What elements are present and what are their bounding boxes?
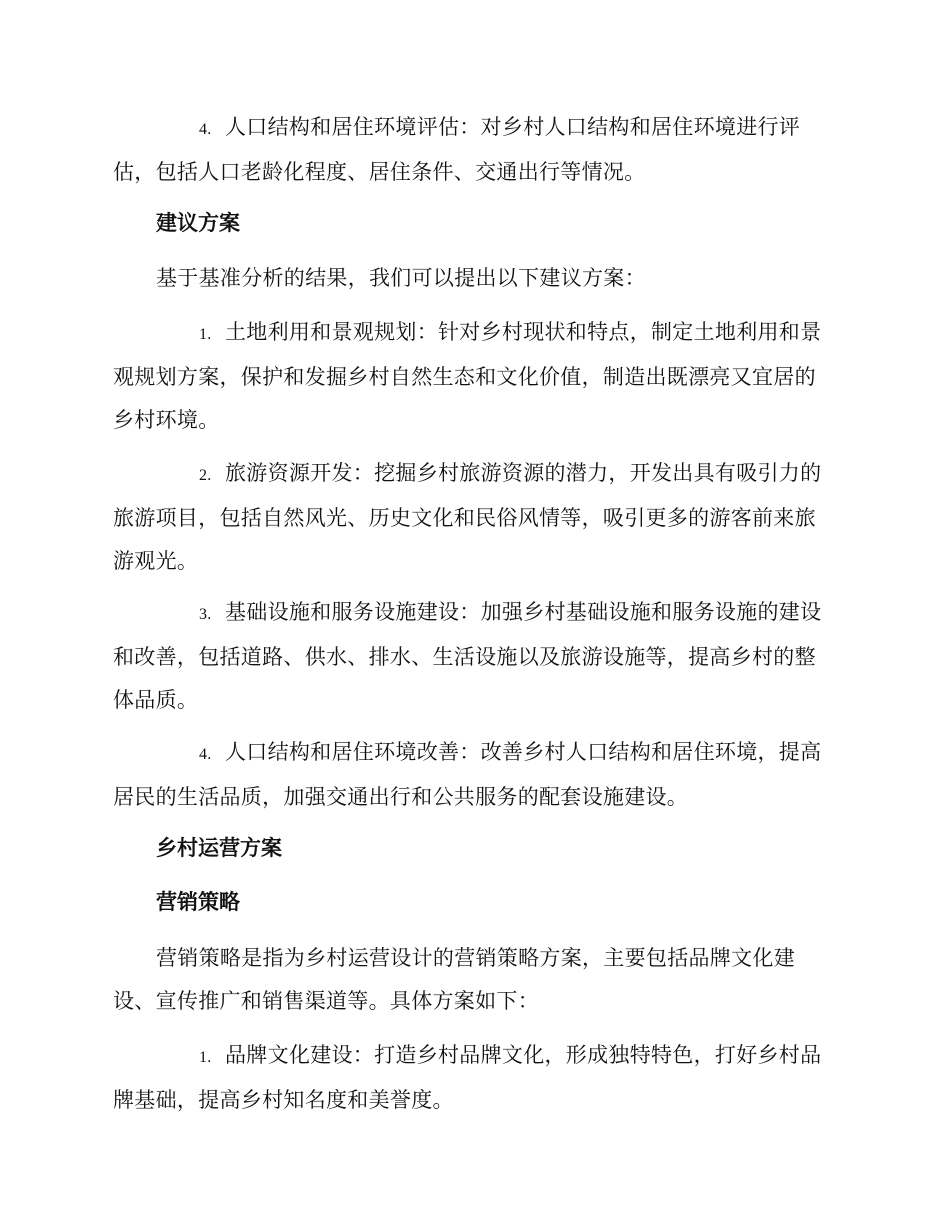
list-item — [113, 311, 833, 442]
list-text: 品牌文化建设：打造乡村品牌文化，形成独特特色，打好乡村品牌基础，提高乡村知名度和美誉度。 — [113, 1043, 822, 1112]
list-number: 2. — [199, 467, 212, 484]
list-text: 土地利用和景观规划：针对乡村现状和特点，制定土地利用和景观规划方案，保护和发掘乡村自然生态和文化价值，制造出既漂亮又宜居的乡村环境。 — [113, 320, 822, 432]
list-text: 人口结构和居住环境评估：对乡村人口结构和居住环境进行评估，包括人口老龄化程度、居住条件、交通出行等情况。 — [113, 115, 801, 184]
list-item — [113, 591, 833, 722]
list-text: 基础设施和服务设施建设：加强乡村基础设施和服务设施的建设和改善，包括道路、供水、排水、生活设施以及旅游设施等，提高乡村的整体品质。 — [113, 600, 822, 712]
list-item — [113, 106, 833, 194]
paragraph-proposals-intro: 基于基准分析的结果，我们可以提出以下建议方案： — [156, 266, 646, 290]
list-number: 1. — [199, 326, 212, 343]
list-number: 3. — [199, 606, 212, 623]
list-item — [113, 1034, 833, 1122]
paragraph-marketing-intro: 营销策略是指为乡村运营设计的营销策略方案，主要包括品牌文化建设、宣传推广和销售渠道等。具体方案如下： — [113, 946, 795, 1013]
list-text: 人口结构和居住环境改善：改善乡村人口结构和居住环境，提高居民的生活品质，加强交通出行和公共服务的配套设施建设。 — [113, 740, 822, 809]
list-number: 4. — [199, 746, 212, 763]
list-number: 1. — [199, 1049, 212, 1066]
section-heading-marketing: 营销策略 — [156, 890, 240, 914]
list-text: 旅游资源开发：挖掘乡村旅游资源的潜力，开发出具有吸引力的旅游项目，包括自然风光、历史文化和民俗风情等，吸引更多的游客前来旅游观光。 — [113, 461, 822, 573]
list-item — [113, 452, 833, 583]
list-number: 4. — [199, 121, 212, 138]
section-heading-operations: 乡村运营方案 — [156, 836, 282, 860]
list-item — [113, 731, 833, 819]
section-heading-proposals: 建议方案 — [156, 211, 240, 235]
